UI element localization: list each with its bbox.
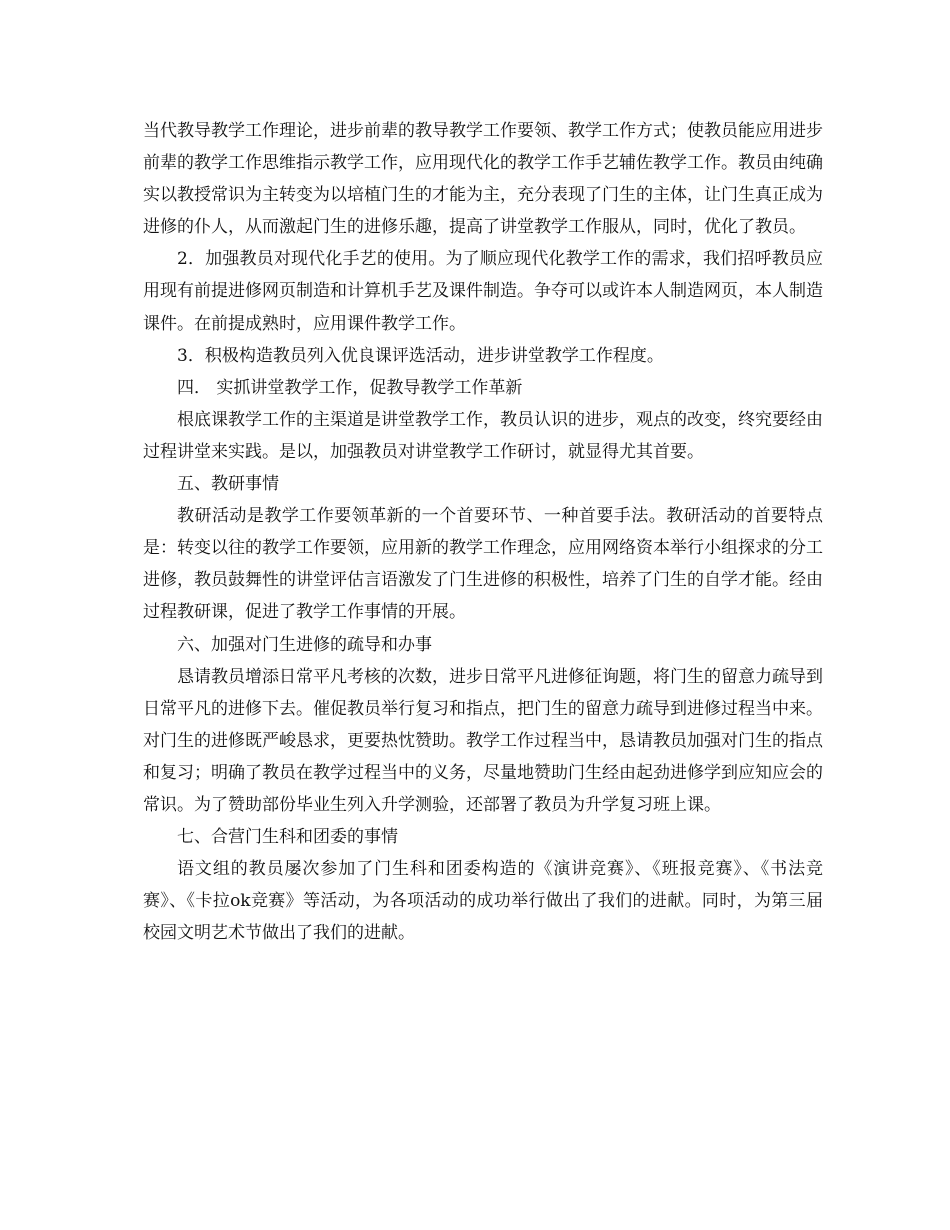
section-heading-5: 五、教研事情	[177, 474, 279, 495]
paragraph-11: 语文组的教员屡次参加了门生科和团委构造的《演讲竞赛》、《班报竞赛》、《书法竞赛》、《卡拉ok竞赛》等活动，为各项活动的成功举行做出了我们的进献。同时，为第三届校园文明艺术节做出了我们的进献。	[143, 859, 823, 944]
paragraph-2: 2．加强教员对现代化手艺的使用。为了顺应现代化教学工作的需求，我们招呼教员应用现有前提进修网页制造和计算机手艺及课件制造。争夺可以或许本人制造网页，本人制造课件。在前提成熟时，应用课件教学工作。	[143, 249, 823, 334]
document-body	[143, 115, 823, 949]
paragraph-3: 3．积极构造教员列入优良课评选活动，进步讲堂教学工作程度。	[177, 345, 664, 366]
section-heading-7: 七、合营门生科和团委的事情	[177, 827, 398, 848]
paragraph-9: 恳请教员增添日常平凡考核的次数，进步日常平凡进修征询题，将门生的留意力疏导到日常平凡的进修下去。催促教员举行复习和指点，把门生的留意力疏导到进修过程当中来。对门生的进修既严峻恳求，更要热忱赞助。教学工作过程当中，恳请教员加强对门生的指点和复习；明确了教员在教学过程当中的义务，尽量地赞助门生经由起劲进修学到应知应会的常识。为了赞助部份毕业生列入升学测验，还部署了教员为升学复习班上课。	[143, 666, 823, 815]
paragraph-5: 根底课教学工作的主渠道是讲堂教学工作，教员认识的进步，观点的改变，终究要经由过程讲堂来实践。是以，加强教员对讲堂教学工作研讨，就显得尤其首要。	[143, 409, 823, 462]
section-heading-4: 四． 实抓讲堂教学工作，促教导教学工作革新	[177, 377, 523, 398]
section-heading-6: 六、加强对门生进修的疏导和办事	[177, 634, 432, 655]
paragraph-7: 教研活动是教学工作要领革新的一个首要环节、一种首要手法。教研活动的首要特点是：转变以往的教学工作要领，应用新的教学工作理念，应用网络资本举行小组探求的分工进修，教员鼓舞性的讲堂评估言语激发了门生进修的积极性，培养了门生的自学才能。经由过程教研课，促进了教学工作事情的开展。	[143, 506, 823, 623]
paragraph-1: 当代教导教学工作理论，进步前辈的教导教学工作要领、教学工作方式；使教员能应用进步前辈的教学工作思维指示教学工作，应用现代化的教学工作手艺辅佐教学工作。教员由纯确实以教授常识为主转变为以培植门生的才能为主，充分表现了门生的主体，让门生真正成为进修的仆人，从而激起门生的进修乐趣，提高了讲堂教学工作服从，同时，优化了教员。	[143, 121, 823, 238]
